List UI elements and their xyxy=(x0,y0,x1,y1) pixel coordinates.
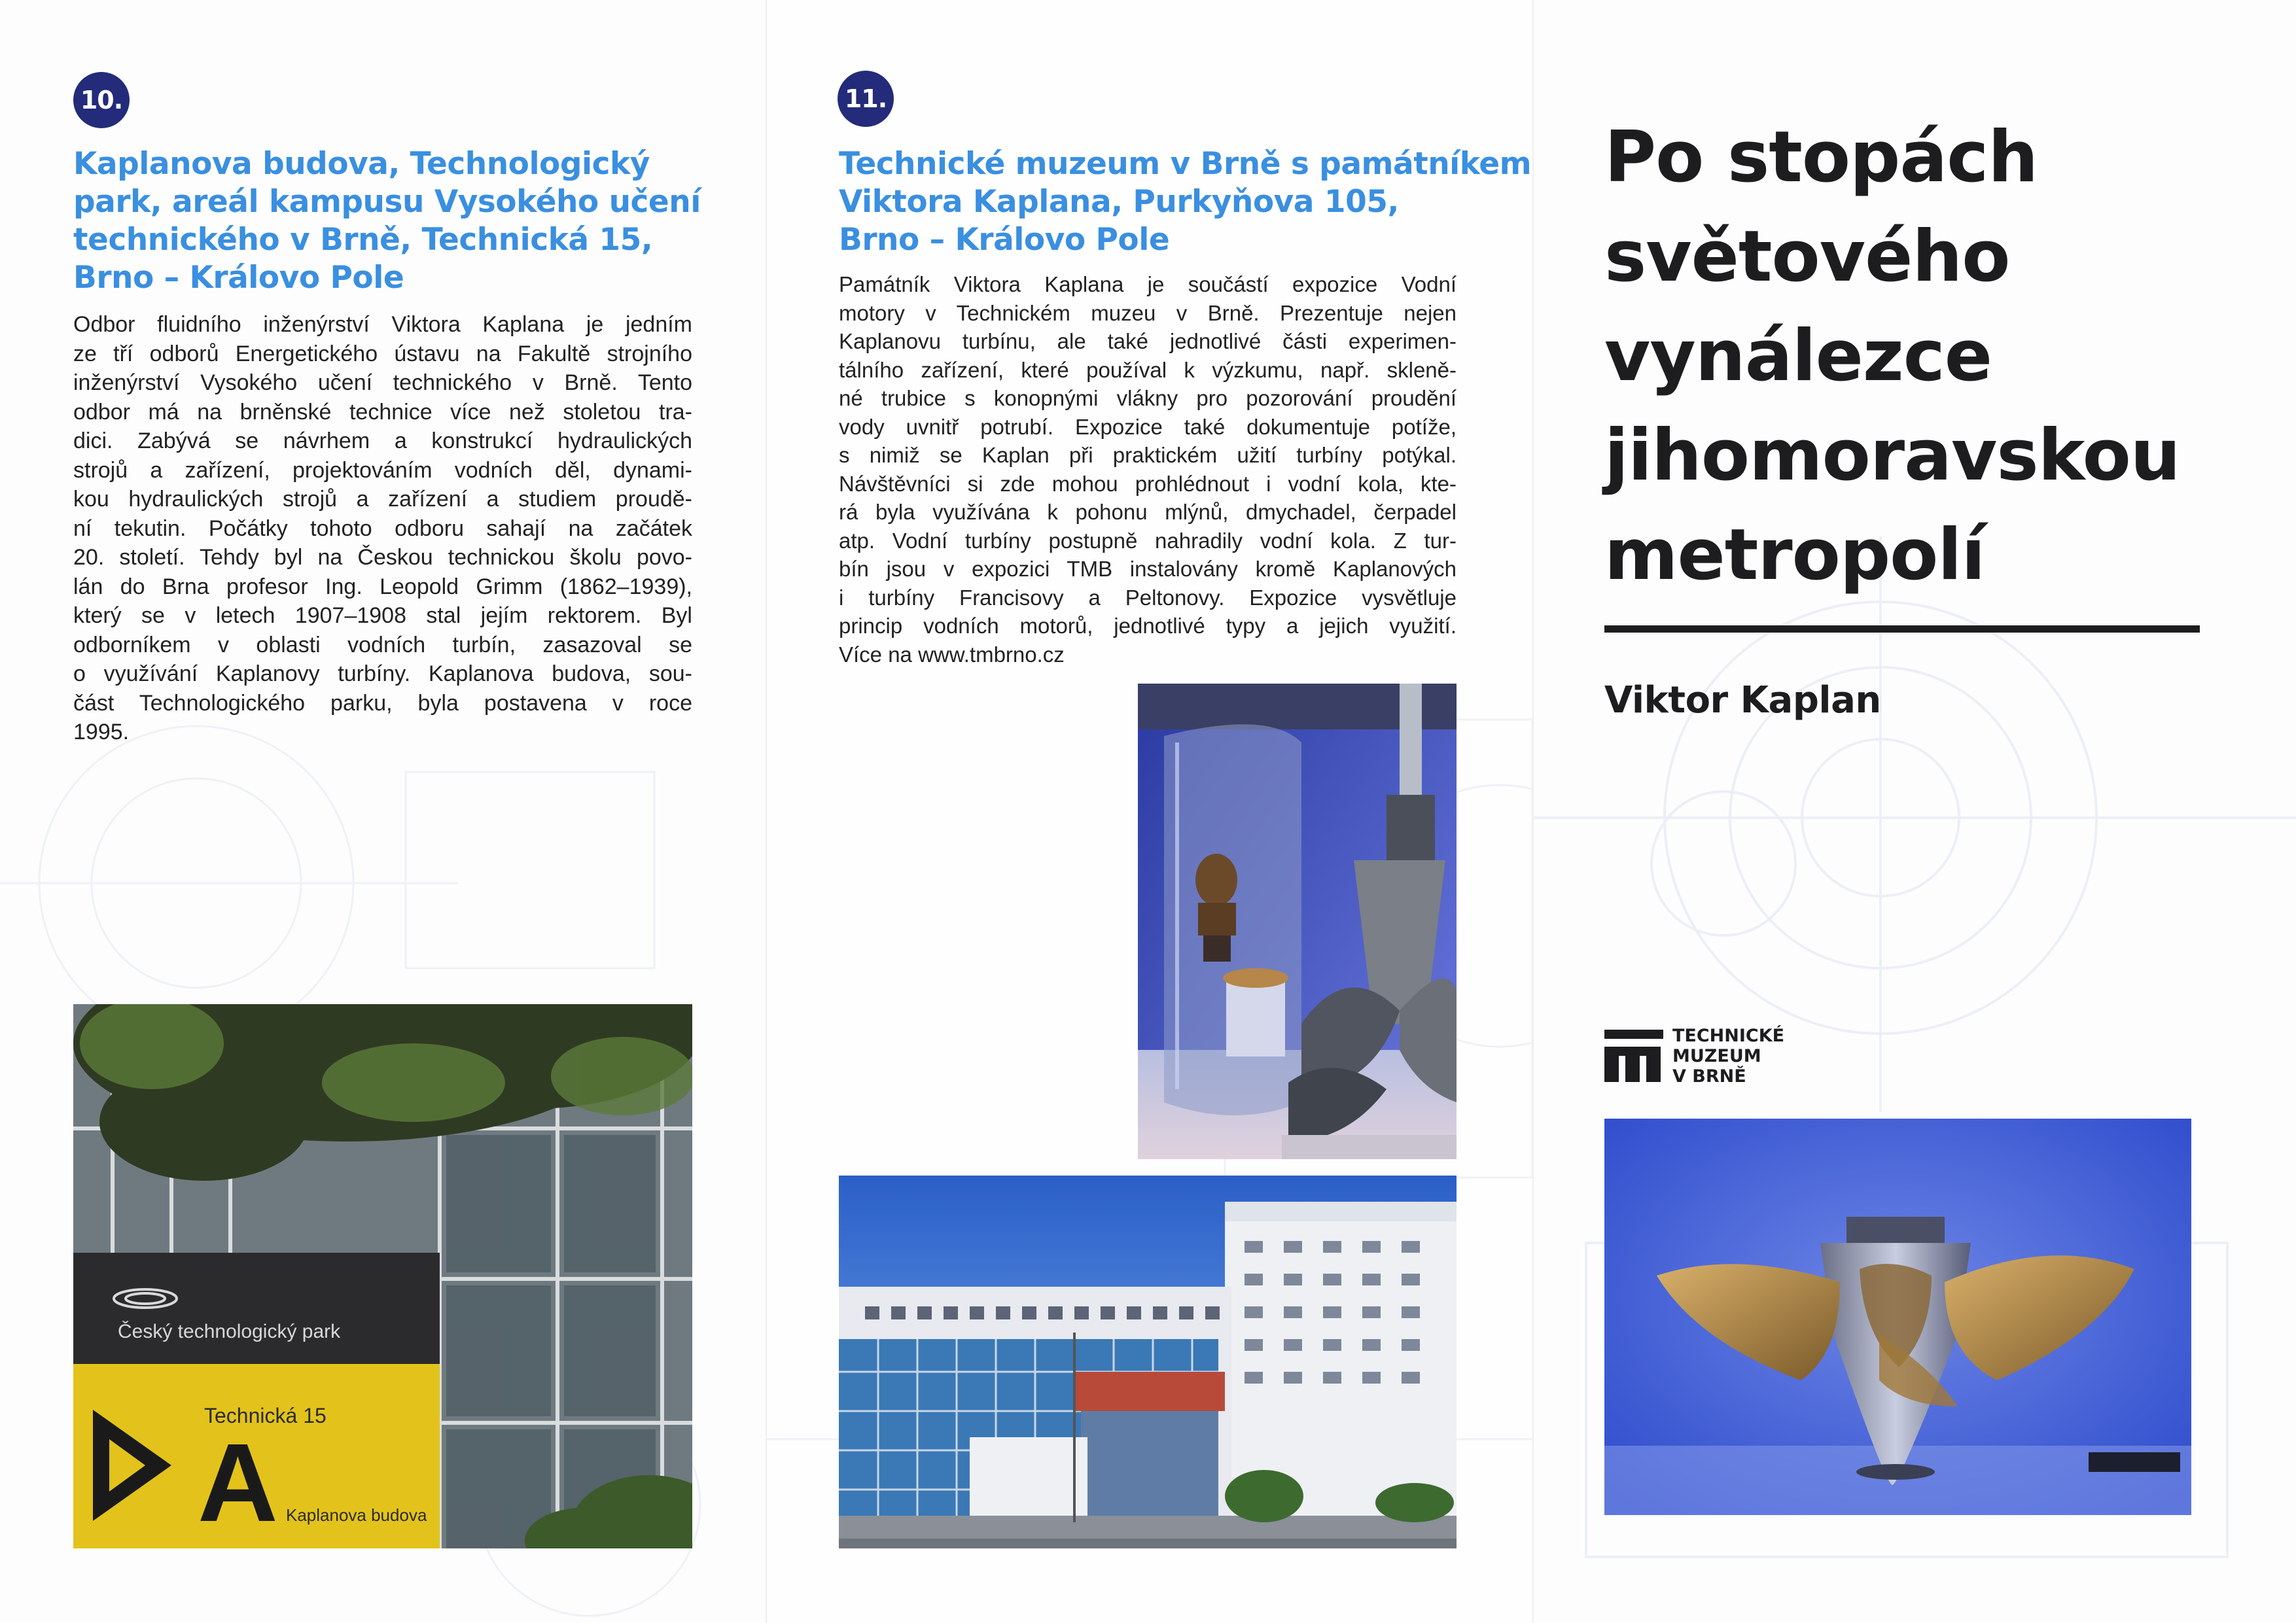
sign-letter: A xyxy=(198,1421,278,1545)
kaplan-turbine-photo xyxy=(1604,1119,2191,1515)
heading-line: Brno – Královo Pole xyxy=(73,260,404,296)
body-line: Kaplanovu turbínu, ale také jednotlivé části experimen- xyxy=(839,329,1457,353)
heading-line: Brno – Královo Pole xyxy=(839,222,1170,258)
panel-left xyxy=(0,0,767,1623)
body-line: i turbíny Francisovy a Peltonovy. Expozice vysvětluje xyxy=(839,585,1457,610)
body-line: ze tří odborů Energetického ústavu na Fakultě strojního xyxy=(73,341,692,366)
body-line: tálního zařízení, které používal k výzkumu, např. skleně- xyxy=(839,357,1457,382)
section-body-text xyxy=(839,270,1457,669)
brochure-title xyxy=(1604,108,2180,605)
body-line: strojů a zařízení, projektováním vodních děl, dynami- xyxy=(73,457,692,483)
heading-line: park, areál kampusu Vysokého učení xyxy=(73,184,701,220)
body-line: bín jsou v expozici TMB instalovány kromě Kaplanových xyxy=(839,557,1457,581)
author-name: Viktor Kaplan xyxy=(1604,679,1881,722)
sign-park-name: Český technologický park xyxy=(118,1321,341,1342)
section-body-text xyxy=(73,310,692,747)
item-number-badge: 11. xyxy=(838,71,894,127)
heading-line: Kaplanova budova, Technologický xyxy=(73,146,650,182)
title-divider xyxy=(1604,625,2200,633)
body-line: s nimiž se Kaplan při praktickém užití turbíny potýkal. xyxy=(839,443,1457,467)
body-line: Odbor fluidního inženýrství Viktora Kaplana je jedním xyxy=(73,312,692,337)
body-line: vody uvnitř potrubí. Expozice také dokumentuje potíže, xyxy=(839,414,1457,439)
heading-line: technického v Brně, Technická 15, xyxy=(73,222,653,258)
panel-middle xyxy=(767,0,1534,1623)
body-line: inženýrství Vysokého učení technického v Brně. Tento xyxy=(73,370,692,395)
body-line: ní tekutin. Počátky tohoto odboru sahají na začátek xyxy=(73,515,692,541)
kaplan-building-photo xyxy=(73,1004,692,1548)
sign-street: Technická 15 xyxy=(204,1404,327,1427)
museum-logo-text xyxy=(1672,1026,1784,1087)
title-line: Po stopách xyxy=(1604,116,2038,198)
sign-building: Kaplanova budova xyxy=(286,1505,427,1525)
logo-line: MUZEUM xyxy=(1672,1046,1761,1066)
body-line: o využívání Kaplanovy turbíny. Kaplanova budova, sou- xyxy=(73,661,692,686)
body-line: Památník Viktora Kaplana je součástí expozice Vodní xyxy=(839,272,1457,296)
body-line: 20. století. Tehdy byl na Českou technickou školu povo- xyxy=(73,545,692,570)
museum-building-photo xyxy=(839,1176,1457,1548)
body-line: odborníkem v oblasti vodních turbín, zasazoval se xyxy=(73,632,692,657)
heading-line: Technické muzeum v Brně s památníkem xyxy=(839,146,1532,182)
body-line: princip vodních motorů, jednotlivé typy a jejich využití. xyxy=(839,614,1457,638)
body-line: který se v letech 1907–1908 stal jejím rektorem. Byl xyxy=(73,603,692,628)
title-line: vynálezce xyxy=(1604,315,1992,397)
museum-exhibition-photo xyxy=(1138,684,1457,1159)
title-line: jihomoravskou xyxy=(1604,415,2180,497)
body-line: část Technologického parku, byla postavena v roce xyxy=(73,690,692,716)
title-line: metropolí xyxy=(1604,514,1985,596)
item-number-badge: 10. xyxy=(73,72,130,128)
body-line: Návštěvníci si zde mohou prohlédnout i vodní kola, kte- xyxy=(839,471,1457,496)
body-line: motory v Technickém muzeu v Brně. Prezentuje nejen xyxy=(839,300,1457,325)
body-line: dici. Zabývá se návrhem a konstrukcí hydraulických xyxy=(73,428,692,453)
museum-logo xyxy=(1604,1024,1814,1090)
museum-logo-icon xyxy=(1604,1030,1663,1082)
section-heading xyxy=(839,145,1531,259)
title-line: světového xyxy=(1604,216,2010,298)
body-line: odbor má na brněnské technice více než stoletou tra- xyxy=(73,399,692,425)
logo-line: TECHNICKÉ xyxy=(1672,1026,1785,1046)
body-line: né trubice s konopnými vlákny pro pozorování proudění xyxy=(839,386,1457,410)
section-heading xyxy=(73,145,701,297)
panel-cover xyxy=(1534,0,2296,1623)
body-line: lán do Brna profesor Ing. Leopold Grimm (1862–1939), xyxy=(73,574,692,599)
body-line: kou hydraulických strojů a zařízení a studiem proudě- xyxy=(73,487,692,512)
body-line: rá byla využívána k pohonu mlýnů, dmychadel, čerpadel xyxy=(839,500,1457,524)
body-line: Více na www.tmbrno.cz xyxy=(839,642,1065,667)
heading-line: Viktora Kaplana, Purkyňova 105, xyxy=(839,184,1399,220)
body-line: atp. Vodní turbíny postupně nahradily vodní kola. Z tur- xyxy=(839,528,1457,553)
logo-line: V BRNĚ xyxy=(1672,1066,1746,1087)
body-line: 1995. xyxy=(73,720,130,744)
